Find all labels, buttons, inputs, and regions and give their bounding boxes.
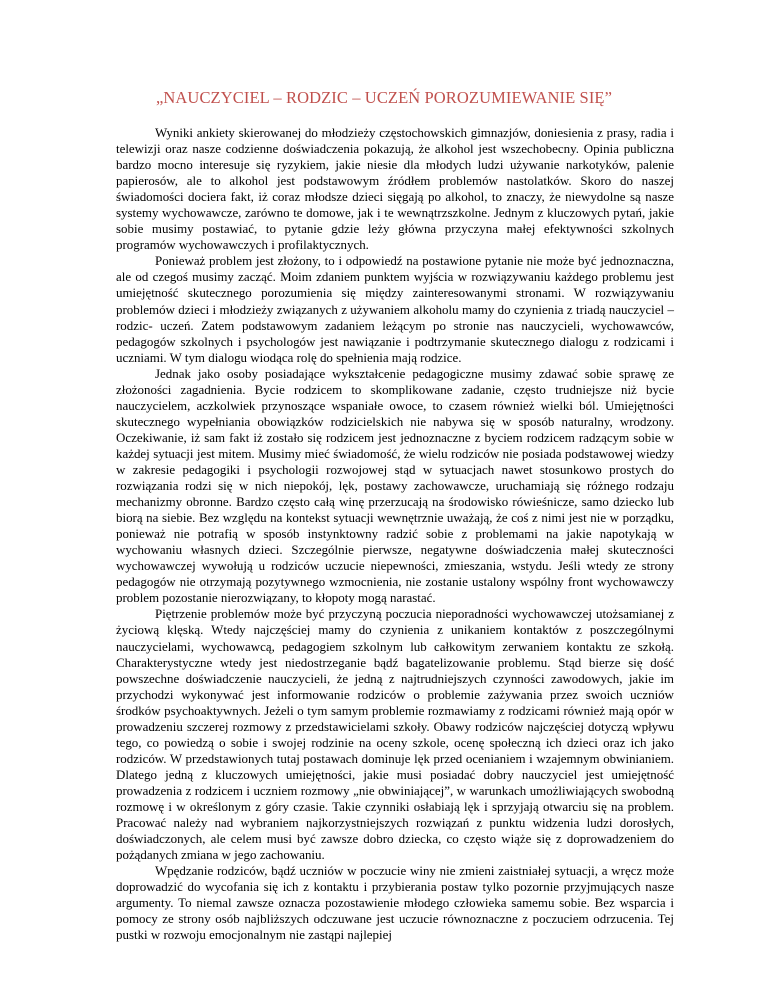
paragraph: Jednak jako osoby posiadające wykształcenie pedagogiczne musimy zdawać sobie sprawę ze złożoności zagadnienia. Bycie rodzicem to skomplikowane zadanie, często trudniejsze niż bycie nauczycielem, aczkolwiek przynoszące wspaniałe owoce, to czasem również wielki ból. Umiejętności skutecznego wypełniania obowiązków rodzicielskich nie nabywa się w sposób naturalny, wrodzony. Oczekiwanie, iż sam fakt iż zostało się rodzicem jest jednoznaczne z byciem rodzicem radzącym sobie w każdej sytuacji jest mitem. Musimy mieć świadomość, że wielu rodziców nie posiada podstawowej wiedzy w zakresie pedagogiki i psychologii rozwojowej stąd w sytuacjach nawet stosunkowo prostych do rozwiązania rodzi się w nich niepokój, lęk, postawy zachowawcze, uruchamiają się różnego rodzaju mechanizmy obronne. Bardzo często całą winę przerzucają na środowisko rówieśnicze, samo dziecko lub biorą na siebie. Bez względu na kontekst sytuacji wewnętrznie uważają, że coś z nimi jest nie w porządku, ponieważ nie potrafią w sposób instynktowny radzić sobie z problemami na jakie napotykają w wychowaniu własnych dzieci. Szczególnie pierwsze, negatywne doświadczenia małej skuteczności wychowawczej wywołują u rodziców uczucie niepewności, zmieszania, wstydu. Jeśli wtedy ze strony pedagogów nie otrzymają pozytywnego wzmocnienia, nie zostanie ustalony wspólny front wychowawczy problem pozostanie nierozwiązany, to kłopoty mogą narastać. [116, 365, 674, 606]
document-title: „NAUCZYCIEL – RODZIC – UCZEŃ POROZUMIEWANIE SIĘ” [155, 88, 613, 107]
paragraph: Piętrzenie problemów może być przyczyną poczucia nieporadności wychowawczej utożsamianej z życiową klęską. Wtedy najczęściej mamy do czynienia z unikaniem kontaktów z poszczególnymi nauczycielami, wychowawcą, pedagogiem szkolnym lub całkowitym zerwaniem kontaktu ze szkołą. Charakterystyczne wtedy jest niedostrzeganie bądź bagatelizowanie problemu. Stąd bierze się dość powszechne doświadczenie nauczycieli, że jedną z najtrudniejszych czynności zawodowych, jakie im przychodzi wykonywać jest informowanie rodziców o problemie zażywania przez swoich uczniów środków psychoaktywnych. Jeżeli o tym samym problemie rozmawiamy z rodzicami również mają opór w prowadzeniu szczerej rozmowy z przedstawicielami szkoły. Obawy rodziców najczęściej dotyczą wpływu tego, co powiedzą o sobie i swojej rodzinie na oceny szkole, ocenę społeczną ich dzieci oraz ich jako rodziców. W przedstawionych tutaj postawach dominuje lęk przed ocenianiem i wzajemnym obwinianiem. Dlatego jedną z kluczowych umiejętności, jakie musi posiadać dobry nauczyciel jest umiejętność prowadzenia z rodzicem i uczniem rozmowy „nie obwiniającej”, w warunkach umożliwiających swobodną rozmowę i w określonym z góry czasie. Takie czynniki osłabiają lęk i sprzyjają otwarciu się na problem. Pracować należy nad wybraniem najkorzystniejszych rozwiązań z punktu widzenia ludzi dorosłych, doświadczonych, ale celem musi być zawsze dobro dziecka, co często wiąże się z doprowadzeniem do pożądanych zmiana w jego zachowaniu. [116, 606, 674, 863]
paragraph: Wyniki ankiety skierowanej do młodzieży częstochowskich gimnazjów, doniesienia z prasy, radia i telewizji oraz nasze codzienne doświadczenia pokazują, że alkohol jest wszechobecny. Opinia publiczna bardzo mocno interesuje się ryzykiem, jakie niesie dla młodych ludzi używanie narkotyków, palenie papierosów, ale to alkohol jest podstawowym źródłem problemów nastolatków. Skoro do naszej świadomości dociera fakt, iż coraz młodsze dzieci sięgają po alkohol, to znaczy, że niewydolne są nasze systemy wychowawcze, zarówno te domowe, jak i te wewnątrzszkolne. Jednym z kluczowych pytań, jakie sobie musimy postawiać, to pytanie gdzie leży główna przyczyna małej efektywności szkolnych programów wychowawczych i profilaktycznych. [116, 125, 674, 253]
paragraph: Ponieważ problem jest złożony, to i odpowiedź na postawione pytanie nie może być jednoznaczna, ale od czegoś musimy zacząć. Moim zdaniem punktem wyjścia w rozwiązywaniu każdego problemu jest umiejętność skutecznego porozumienia się między zainteresowanymi stronami. W rozwiązywaniu problemów dzieci i młodzieży związanych z używaniem alkoholu mamy do czynienia z triadą nauczyciel – rodzic- uczeń. Zatem podstawowym zadaniem leżącym po stronie nas nauczycieli, wychowawców, pedagogów szkolnych i psychologów jest nawiązanie i podtrzymanie skutecznego dialogu z rodzicami i uczniami. W tym dialogu wiodąca rolę do spełnienia mają rodzice. [116, 253, 674, 365]
document-body [116, 125, 674, 943]
paragraph: Wpędzanie rodziców, bądź uczniów w poczucie winy nie zmieni zaistniałej sytuacji, a wręcz może doprowadzić do wycofania się ich z kontaktu i przybierania postaw tylko pozornie przyjmujących nasze argumenty. To niemal zawsze oznacza pozostawienie młodego człowieka samemu sobie. Bez wsparcia i pomocy ze strony osób najbliższych odczuwane jest uczucie równoznaczne z poczuciem odrzucenia. Tej pustki w rozwoju emocjonalnym nie zastąpi najlepiej [116, 863, 674, 943]
